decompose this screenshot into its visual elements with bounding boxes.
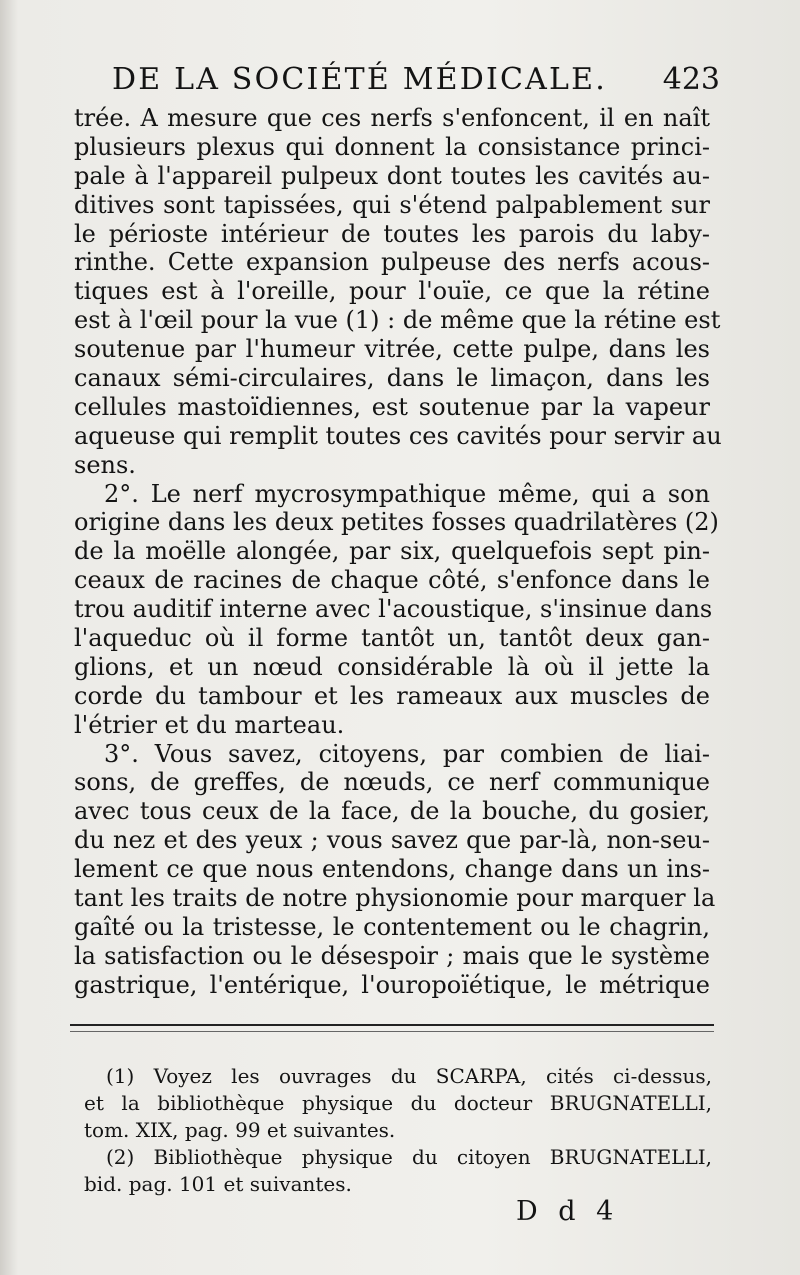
text-line: de la moëlle alongée, par six, quelquefois sept pin- bbox=[74, 537, 710, 566]
text-line: sons, de greffes, de nœuds, ce nerf communique bbox=[74, 768, 710, 797]
text-line: aqueuse qui remplit toutes ces cavités pour servir au bbox=[74, 421, 722, 450]
signature-mark: D d 4 bbox=[516, 1196, 620, 1227]
text-line: cellules mastoïdiennes, est soutenue par la vapeur bbox=[74, 392, 710, 421]
text-line: glions, et un nœud considérable là où il jette la bbox=[74, 652, 710, 681]
text-line: trée. A mesure que ces nerfs s'enfoncent, il en naît bbox=[74, 104, 710, 132]
footnote-line: et la bibliothèque physique du docteur BRUGNATELLI, bbox=[84, 1091, 712, 1115]
text-line: tant les traits de notre physionomie pour marquer la bbox=[74, 884, 716, 913]
text-line: ditives sont tapissées, qui s'étend palpablement sur bbox=[74, 190, 710, 219]
footnote-line: (2) Bibliothèque physique du citoyen BRUGNATELLI, bbox=[106, 1145, 712, 1169]
text-line: l'aqueduc où il forme tantôt un, tantôt deux gan- bbox=[74, 624, 710, 653]
text-line: rinthe. Cette expansion pulpeuse des nerfs acous- bbox=[74, 248, 710, 277]
running-header bbox=[112, 62, 720, 106]
text-line: est à l'œil pour la vue (1) : de même que la rétine est bbox=[74, 306, 721, 335]
text-line: pale à l'appareil pulpeux dont toutes les cavités au- bbox=[74, 161, 710, 190]
text-line: lement ce que nous entendons, change dans un ins- bbox=[74, 855, 710, 884]
text-line: corde du tambour et les rameaux aux muscles de bbox=[74, 681, 710, 710]
text-line: avec tous ceux de la face, de la bouche, du gosier, bbox=[74, 797, 710, 826]
text-line: l'étrier et du marteau. bbox=[74, 710, 345, 739]
body-text bbox=[74, 104, 722, 1000]
text-line: 3°. Vous savez, citoyens, par combien de liai- bbox=[104, 739, 710, 768]
text-line: le périoste intérieur de toutes les parois du laby- bbox=[74, 219, 710, 248]
text-line: sens. bbox=[74, 450, 136, 479]
running-title: DE LA SOCIÉTÉ MÉDICALE. bbox=[112, 62, 608, 97]
text-line: gastrique, l'entérique, l'ouropoïétique, le métrique bbox=[74, 970, 710, 999]
footnotes bbox=[84, 1063, 712, 1198]
text-line: trou auditif interne avec l'acoustique, s'insinue dans bbox=[74, 595, 713, 624]
footnote-line: bid. pag. 101 et suivantes. bbox=[84, 1172, 352, 1196]
text-line: tiques est à l'oreille, pour l'ouïe, ce que la rétine bbox=[74, 277, 710, 306]
text-line: plusieurs plexus qui donnent la consistance princi- bbox=[74, 132, 710, 161]
footnote-line: (1) Voyez les ouvrages du SCARPA, cités ci-dessus, bbox=[106, 1064, 712, 1088]
text-line: soutenue par l'humeur vitrée, cette pulpe, dans les bbox=[74, 335, 710, 364]
text-line: origine dans les deux petites fosses quadrilatères (2) bbox=[74, 508, 719, 537]
text-line: la satisfaction ou le désespoir ; mais que le système bbox=[74, 941, 710, 970]
text-line: du nez et des yeux ; vous savez que par-là, non-seu- bbox=[74, 826, 710, 855]
page-number: 423 bbox=[662, 62, 720, 97]
text-line: 2°. Le nerf mycrosympathique même, qui a son bbox=[104, 479, 710, 508]
footnote-divider bbox=[70, 1024, 714, 1026]
footnote-line: tom. XIX, pag. 99 et suivantes. bbox=[84, 1118, 396, 1142]
footnote-divider-thin bbox=[70, 1031, 714, 1032]
text-line: gaîté ou la tristesse, le contentement ou le chagrin, bbox=[74, 912, 710, 941]
text-line: canaux sémi-circulaires, dans le limaçon, dans les bbox=[74, 364, 710, 393]
text-line: ceaux de racines de chaque côté, s'enfonce dans le bbox=[74, 566, 710, 595]
